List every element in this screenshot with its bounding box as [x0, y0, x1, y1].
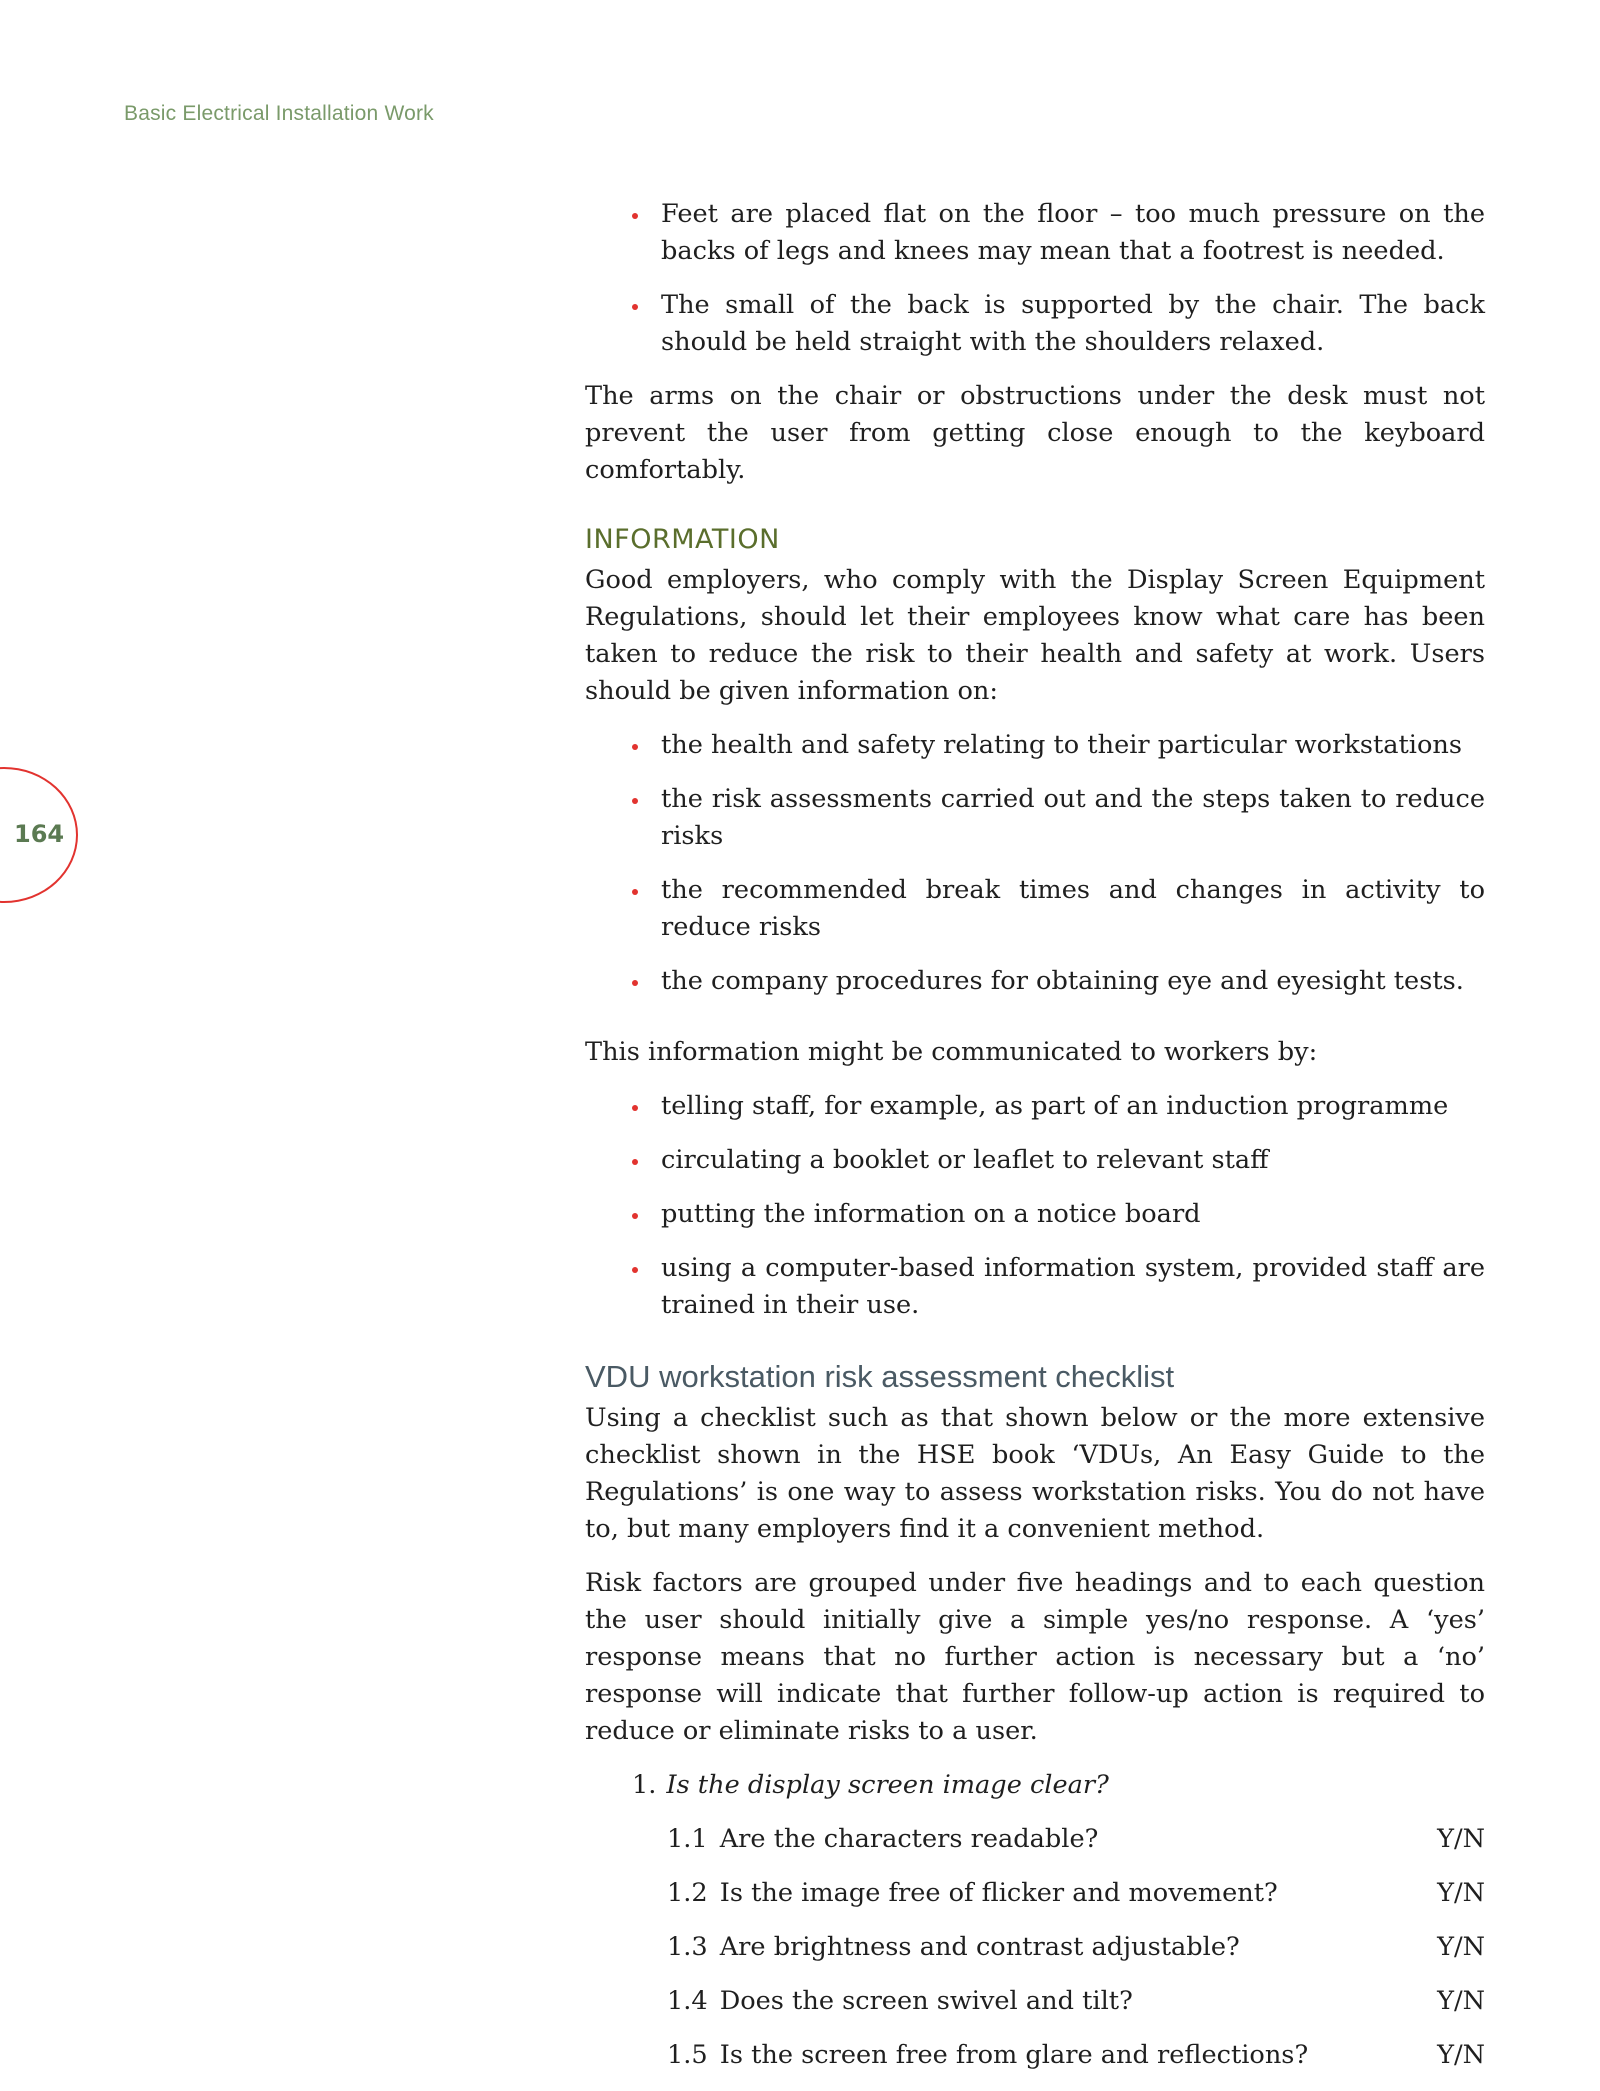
item-text: Are brightness and contrast adjustable?: [719, 1932, 1240, 1962]
bullet-icon: [632, 798, 638, 804]
bullet-icon: [632, 1105, 638, 1111]
intro-bullet-list: [585, 196, 1485, 361]
list-item: using a computer-based information system, provided staff are trained in their use.: [585, 1250, 1485, 1324]
item-answer: Y/N: [1437, 1824, 1485, 1854]
list-item: the recommended break times and changes in activity to reduce risks: [585, 872, 1485, 946]
list-item: putting the information on a notice board: [585, 1196, 1485, 1233]
bullet-icon: [632, 980, 638, 986]
item-text: Are the characters readable?: [719, 1824, 1099, 1854]
item-answer: Y/N: [1437, 2040, 1485, 2070]
list-item: Feet are placed flat on the floor – too much pressure on the backs of legs and knees may mean that a footrest is needed.: [585, 196, 1485, 270]
item-answer: Y/N: [1437, 1986, 1485, 2016]
list-item: circulating a booklet or leaflet to relevant staff: [585, 1142, 1485, 1179]
question-number: 1.: [632, 1770, 657, 1800]
list-item: The small of the back is supported by the chair. The back should be held straight with the shoulders relaxed.: [585, 287, 1485, 361]
checklist-question: [632, 1767, 1485, 1804]
checklist-item: [667, 1983, 1485, 2020]
item-text: Does the screen swivel and tilt?: [719, 1986, 1133, 2016]
item-number: 1.2: [667, 1878, 708, 1908]
intro-paragraph: The arms on the chair or obstructions under the desk must not prevent the user from getting close enough to the keyboard comfortably.: [585, 381, 1485, 485]
checklist-paragraph-1: Using a checklist such as that shown below or the more extensive checklist shown in the HSE book ‘VDUs, An Easy Guide to the Regulations’ is one way to assess workstation risks. You do not have to, but many employers find it a convenient method.: [585, 1403, 1485, 1544]
communication-bullet-list: [585, 1088, 1485, 1324]
question-text: Is the display screen image clear?: [666, 1770, 1109, 1800]
list-item: telling staff, for example, as part of an induction programme: [585, 1088, 1485, 1125]
item-number: 1.4: [667, 1986, 708, 2016]
main-content: [585, 196, 1485, 2091]
checklist-heading: VDU workstation risk assessment checklist: [585, 1359, 1175, 1394]
checklist-item: [667, 1875, 1485, 1912]
item-text: Is the image free of flicker and movement?: [719, 1878, 1278, 1908]
page-number: 164: [14, 820, 65, 848]
information-paragraph: Good employers, who comply with the Display Screen Equipment Regulations, should let their employees know what care has been taken to reduce the risk to their health and safety at work. Users should be given information on:: [585, 565, 1485, 706]
communication-paragraph: This information might be communicated to workers by:: [585, 1037, 1318, 1067]
bullet-icon: [632, 1159, 638, 1165]
bullet-icon: [632, 1267, 638, 1273]
bullet-icon: [632, 889, 638, 895]
item-number: 1.3: [667, 1932, 708, 1962]
checklist-paragraph-2: Risk factors are grouped under five headings and to each question the user should initially give a simple yes/no response. A ‘yes’ response means that no further action is necessary but a ‘no’ response will indicate that further follow-up action is required to reduce or eliminate risks to a user.: [585, 1568, 1485, 1746]
checklist-item: [667, 2037, 1485, 2074]
checklist-item: [667, 1821, 1485, 1858]
bullet-icon: [632, 744, 638, 750]
list-item: the health and safety relating to their particular workstations: [585, 727, 1485, 764]
information-heading: INFORMATION: [585, 524, 780, 555]
item-number: 1.1: [667, 1824, 708, 1854]
bullet-icon: [632, 1213, 638, 1219]
checklist-item: [667, 1929, 1485, 1966]
item-answer: Y/N: [1437, 1878, 1485, 1908]
item-number: 1.5: [667, 2040, 708, 2070]
information-bullet-list: [585, 727, 1485, 1000]
item-answer: Y/N: [1437, 1932, 1485, 1962]
list-item: the company procedures for obtaining eye and eyesight tests.: [585, 963, 1485, 1000]
bullet-icon: [632, 304, 638, 310]
item-text: Is the screen free from glare and reflections?: [719, 2040, 1309, 2070]
bullet-icon: [632, 213, 638, 219]
running-header: Basic Electrical Installation Work: [124, 102, 434, 125]
list-item: the risk assessments carried out and the steps taken to reduce risks: [585, 781, 1485, 855]
